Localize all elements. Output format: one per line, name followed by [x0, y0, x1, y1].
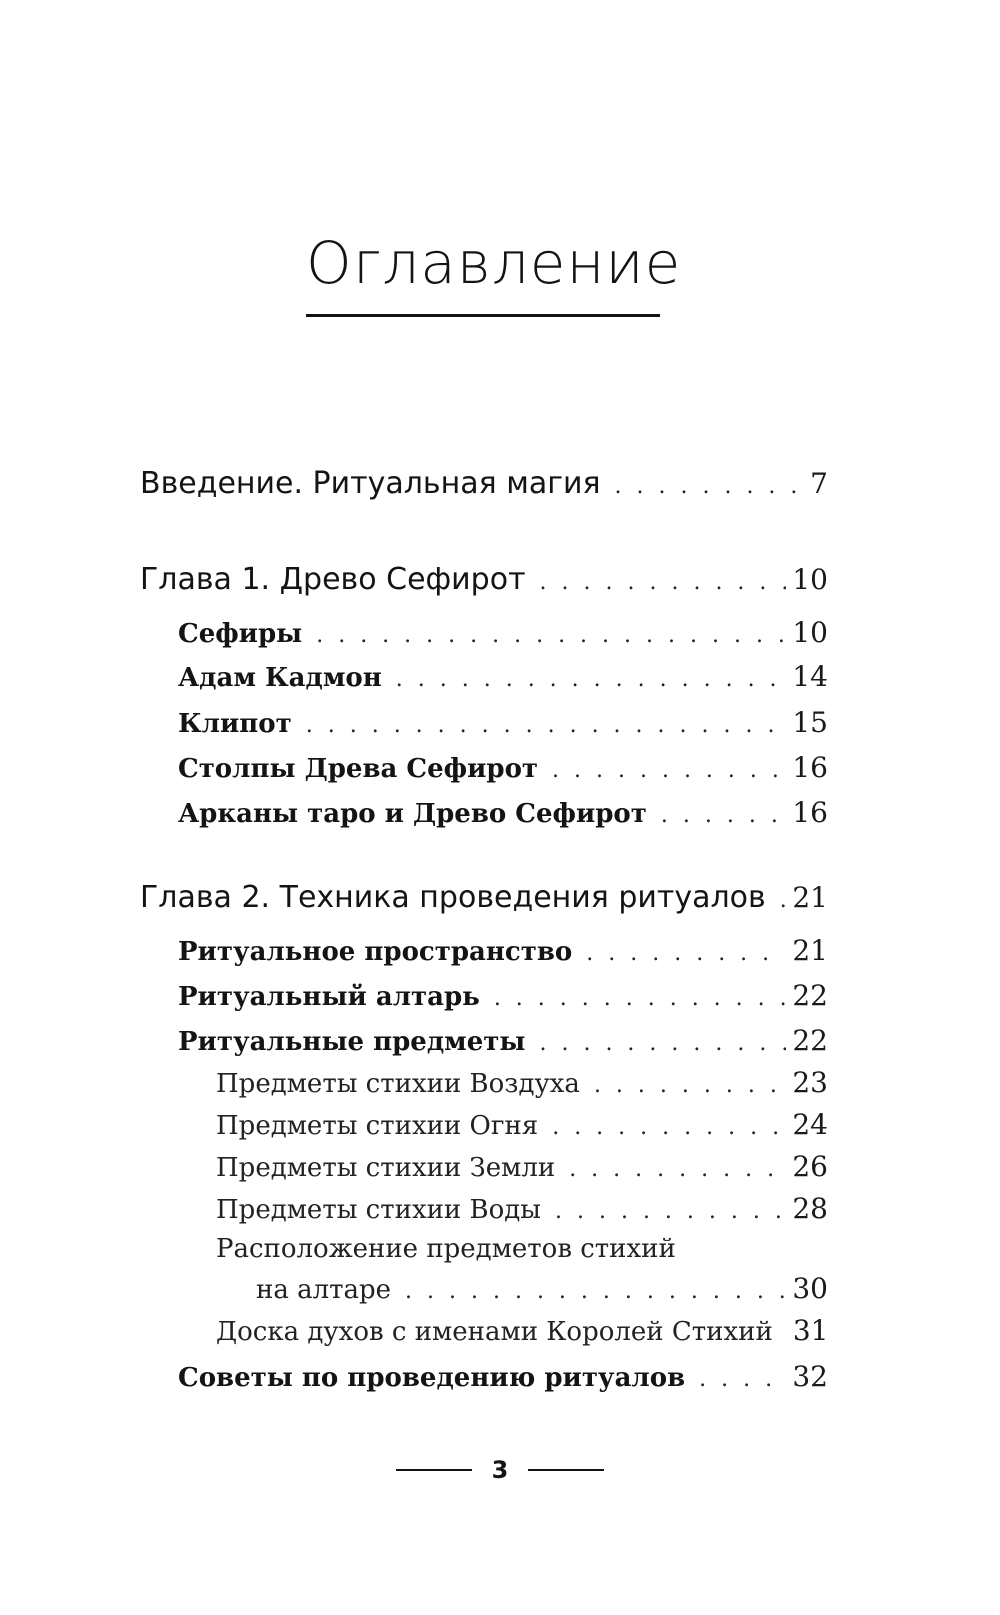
dot-leader [615, 474, 805, 499]
toc-entry-label: Предметы стихии Огня [216, 1111, 539, 1141]
toc-page-number: 30 [792, 1272, 828, 1305]
toc-page-number: 31 [792, 1314, 829, 1347]
toc-entry-subsection[interactable] [216, 1314, 828, 1347]
toc-entry-label: Арканы таро и Древо Сефирот [178, 799, 647, 829]
toc-page-number: 10 [792, 616, 828, 649]
dot-leader [661, 803, 786, 828]
toc-page-number: 26 [792, 1150, 828, 1183]
toc-page-number: 7 [810, 467, 828, 500]
toc-entry-subsection[interactable] [216, 1066, 828, 1099]
toc-page-number: 16 [792, 796, 828, 829]
dot-leader [552, 1115, 786, 1140]
dot-leader [540, 570, 787, 595]
toc-page-number: 32 [792, 1360, 828, 1393]
toc-entry-section[interactable] [178, 616, 828, 649]
dot-leader [586, 941, 786, 966]
toc-entry-label-line-2: на алтаре [256, 1275, 392, 1305]
folio-rule-left [396, 1469, 472, 1471]
toc-entry-chapter-1[interactable] [140, 562, 828, 597]
dot-leader [552, 758, 786, 783]
toc-page-number: 28 [792, 1192, 828, 1225]
dot-leader [555, 1199, 786, 1224]
toc-entry-label: Доска духов с именами Королей Стихий [216, 1317, 773, 1347]
toc-page-number: 14 [792, 660, 828, 693]
toc-entry-subsection[interactable] [216, 1108, 828, 1141]
dot-leader [396, 667, 787, 692]
toc-entry-section[interactable] [178, 1360, 828, 1393]
dot-leader [780, 888, 787, 913]
toc-entry-label: Предметы стихии Воздуха [216, 1069, 580, 1099]
dot-leader [494, 986, 787, 1011]
toc-entry-label: Столпы Древа Сефирот [178, 754, 539, 784]
toc-entry-label-line-1[interactable]: Расположение предметов стихий [216, 1234, 676, 1264]
toc-entry-section[interactable] [178, 934, 828, 967]
toc-page-number: 15 [792, 706, 828, 739]
toc-entry-label: Адам Кадмон [178, 663, 382, 693]
page-title: Оглавление [306, 229, 682, 297]
toc-entry-section[interactable] [178, 979, 828, 1012]
toc-entry-section[interactable] [178, 796, 828, 829]
toc-page-number: 16 [792, 751, 828, 784]
toc-entry-label: Ритуальное пространство [178, 937, 573, 967]
dot-leader [569, 1157, 786, 1182]
toc-entry-section[interactable] [178, 660, 828, 693]
toc-entry-label: Предметы стихии Земли [216, 1153, 556, 1183]
toc-page-number: 24 [792, 1108, 828, 1141]
toc-entry-label: Предметы стихии Воды [216, 1195, 541, 1225]
toc-entry-section[interactable] [178, 706, 828, 739]
dot-leader [405, 1279, 786, 1304]
page-folio [0, 1456, 1000, 1484]
dot-leader [594, 1073, 786, 1098]
toc-entry-chapter-2[interactable] [140, 880, 828, 915]
dot-leader [316, 623, 786, 648]
toc-entry-label: Введение. Ритуальная магия [140, 466, 601, 501]
dot-leader [539, 1031, 786, 1056]
toc-entry-subsection[interactable] [256, 1272, 828, 1305]
toc-entry-subsection[interactable] [216, 1192, 828, 1225]
title-underline [306, 314, 660, 317]
toc-entry-label: Клипот [178, 709, 292, 739]
toc-entry-label: Глава 1. Древо Сефирот [140, 562, 526, 597]
toc-entry-introduction[interactable] [140, 466, 828, 501]
toc-entry-label: Ритуальные предметы [178, 1027, 526, 1057]
toc-entry-label: Сефиры [178, 619, 303, 649]
folio-rule-right [528, 1469, 604, 1471]
toc-page-number: 21 [792, 934, 828, 967]
toc-page-number: 10 [792, 563, 828, 596]
toc-entry-section[interactable] [178, 1024, 828, 1057]
toc-entry-section[interactable] [178, 751, 828, 784]
dot-leader [306, 713, 787, 738]
toc-page-number: 22 [792, 979, 828, 1012]
toc-entry-subsection[interactable] [216, 1150, 828, 1183]
page-number: 3 [491, 1456, 509, 1484]
toc-page-number: 23 [792, 1066, 828, 1099]
toc-entry-label: Глава 2. Техника проведения ритуалов [140, 880, 766, 915]
toc-page-number: 21 [792, 881, 828, 914]
toc-entry-label: Советы по проведению ритуалов [178, 1363, 686, 1393]
toc-page-number: 22 [792, 1024, 828, 1057]
dot-leader [699, 1367, 786, 1392]
toc-entry-label: Ритуальный алтарь [178, 982, 480, 1012]
